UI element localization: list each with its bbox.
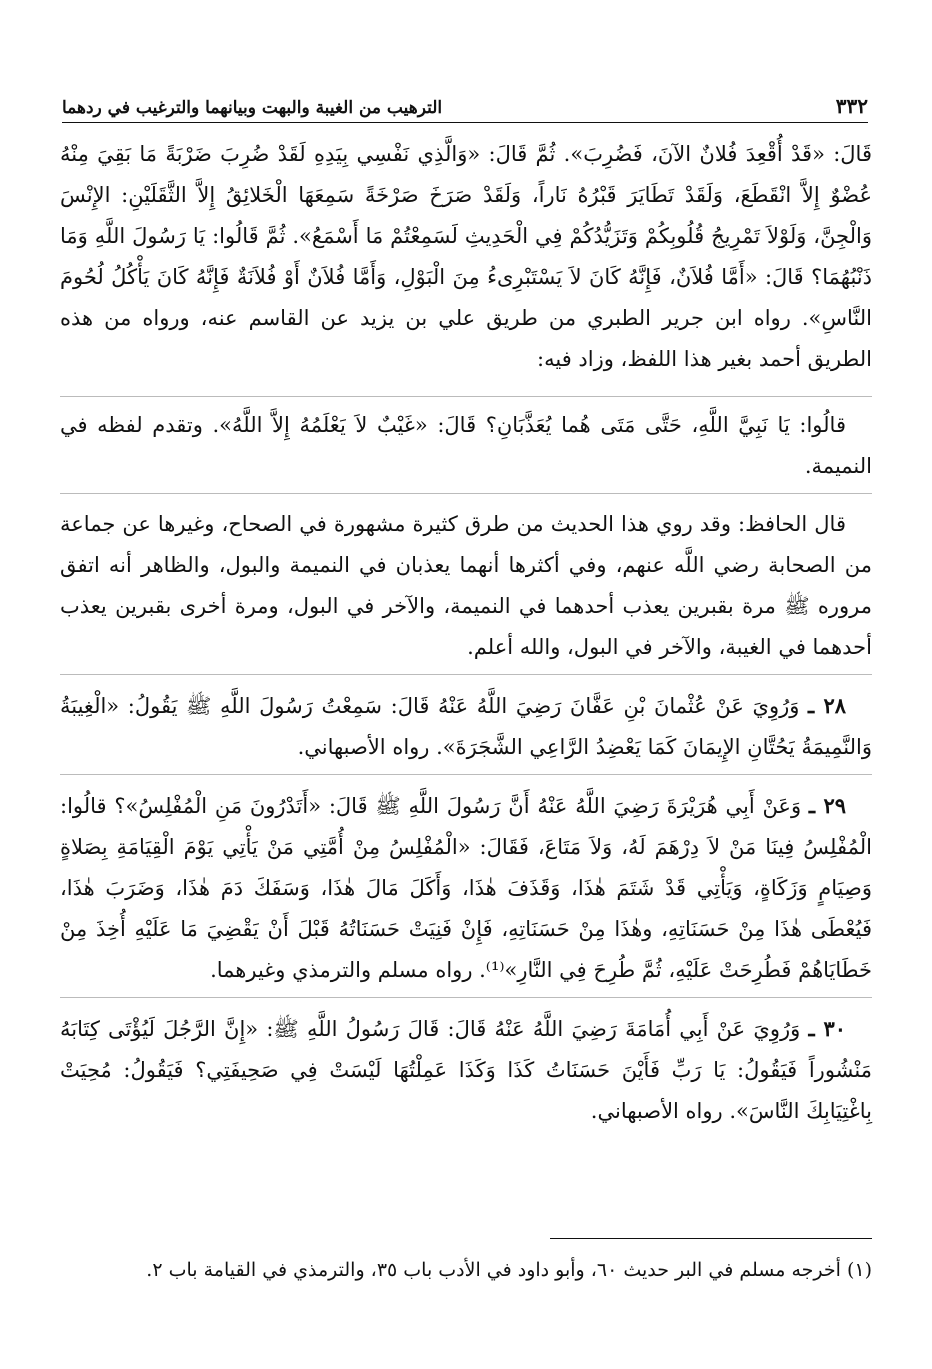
footnotes xyxy=(60,1250,872,1290)
paragraph-text: قَالَ: «قَدْ أُقْعِدَ فُلانٌ الآنَ، فَضُرِبَ». ثُمَّ قَالَ: «وَالَّذِي نَفْسِي بِيَدِهِ لَقَدْ ضُرِبَ ضَرْبَةً مَا بَقِيَ مِنْهُ عُضْوٌ إِلاَّ انْقَطَعَ، وَلَقَدْ تَطَايَرَ قَبْرُهُ نَاراً، وَلَقَدْ صَرَخَ صَرْخَةً سَمِعَهَا الْخَلائِقُ إِلاَّ الثَّقَلَيْنِ: الإِنْسَ وَالْجِنَّ، وَلَوْلاَ تَمْرِيجُ قُلُوبِكُمْ وَتَزَيُّدُكُمْ فِي الْحَدِيثِ لَسَمِعْتُمْ مَا أَسْمَعُ». ثُمَّ قَالُوا: يَا رَسُولَ اللَّهِ وَمَا ذَنْبُهُمَا؟ قَالَ: «أَمَّا فُلاَنٌ، فَإِنَّهُ كَانَ لاَ يَسْتَبْرِىءُ مِنَ الْبَوْلِ، وَأَمَّا فُلاَنٌ أَوْ فُلاَنَةٌ فَإِنَّهُ كَانَ يَأْكُلُ لُحُومَ النَّاسِ». رواه ابن جرير الطبري من طريق علي بن يزيد عن القاسم عنه، ورواه من هذه الطريق أحمد بغير هذا اللفظ، وزاد فيه: xyxy=(60,142,872,371)
paragraph-continuation xyxy=(60,134,872,386)
paragraph-text: قال الحافظ: وقد روي هذا الحديث من طرق كثيرة مشهورة في الصحاح، وغيرها عن جماعة من الصحابة رضي اللَّه عنهم، وفي أكثرها أنهما يعذبان في النميمة والبول، والظاهر أنه اتفق مروره ﷺ مرة بقبرين يعذب أحدهما في النميمة، والآخر في البول، ومرة أخرى بقبرين يعذب أحدهما في الغيبة، والآخر في البول، والله أعلم. xyxy=(60,512,872,659)
hadith-text: وَعَنْ أَبِي هُرَيْرَةَ رَضِيَ اللَّهُ عَنْهُ أَنَّ رَسُولَ اللَّهِ ﷺ قَالَ: «أَتَدْرُونَ مَنِ الْمُفْلِسُ»؟ قالُوا: الْمُفْلِسُ فِينَا مَنْ لاَ دِرْهَمَ لَهُ، وَلاَ مَتَاعَ، فَقَالَ: «الْمُفْلِسُ مِنْ أُمَّتِي مَنْ يَأْتِي يَوْمَ الْقِيَامَةِ بِصَلاةٍ وَصِيَامٍ وَزَكَاةٍ، وَيَأْتِي قَدْ شَتَمَ هٰذَا، وَقَذَفَ هٰذَا، وَأَكَلَ مَالَ هٰذَا، وَسَفَكَ دَمَ هٰذَا، وَضَرَبَ هٰذَا، فَيُعْطَى هٰذَا مِنْ حَسَنَاتِهِ، وهٰذَا مِنْ حَسَنَاتِهِ، فَإِنْ فَنِيَتْ حَسَنَاتُهُ قَبْلَ أَنْ يَقْضِيَ مَا عَلَيْهِ أُخِذَ مِنْ خَطَايَاهُمْ فَطُرِحَتْ عَلَيْهِ، ثُمَّ طُرِحَ فِي النَّارِ»⁽¹⁾. رواه مسلم والترمذي وغيرهما. xyxy=(60,794,872,982)
page-header xyxy=(62,86,868,123)
hadith-28 xyxy=(60,685,872,775)
paragraph-addition xyxy=(60,396,872,494)
footnote-separator xyxy=(550,1238,872,1239)
hadith-number: ٢٨ ـ xyxy=(808,693,846,718)
hadith-number: ٣٠ ـ xyxy=(808,1016,846,1041)
footnote-item xyxy=(60,1250,872,1290)
main-text xyxy=(60,134,872,1148)
hadith-text: وَرُوِيَ عَنْ أَبِي أُمَامَةَ رَضِيَ اللَّهُ عَنْهُ قَالَ: قَالَ رَسُولُ اللَّهِ ﷺ: «إِنَّ الرَّجُلَ لَيُؤْتَى كِتَابَهُ مَنْشُوراً فَيَقُولُ: يَا رَبِّ فَأَيْنَ حَسَنَاتُ كَذَا وَكَذَا عَمِلْتُهَا لَيْسَتْ فِي صَحِيفَتِي؟ فَيَقُولُ: مُحِيَتْ بِاغْتِيَابِكَ النَّاسَ». رواه الأصبهاني. xyxy=(60,1017,872,1123)
hadith-number: ٢٩ ـ xyxy=(808,793,846,818)
page-number: ٣٣٢ xyxy=(835,94,868,118)
footnote-marker: (١) xyxy=(846,1259,872,1281)
footnote-text: أخرجه مسلم في البر حديث ٦٠، وأبو داود في الأدب باب ٣٥، والترمذي في القيامة باب ٢. xyxy=(146,1259,841,1281)
paragraph-text: قالُوا: يَا نَبِيَّ اللَّهِ، حَتَّى مَتَى هُما يُعَذَّبَانِ؟ قَالَ: «غَيْبٌ لاَ يَعْلَمُهُ إِلاَّ اللَّهُ». وتقدم لفظه في النميمة. xyxy=(60,413,872,478)
paragraph-hafiz-note xyxy=(60,504,872,675)
hadith-30 xyxy=(60,1008,872,1138)
hadith-text: وَرُوِيَ عَنْ عُثْمانَ بْنِ عَفَّانَ رَضِيَ اللَّهُ عَنْهُ قَالَ: سَمِعْتُ رَسُولَ اللَّهِ ﷺ يَقُولُ: «الْغِيبَةُ وَالنَّمِيمَةُ يَحُتَّانِ الإِيمَانَ كَمَا يَعْضِدُ الرَّاعِي الشَّجَرَةَ». رواه الأصبهاني. xyxy=(60,694,872,759)
hadith-29 xyxy=(60,785,872,998)
running-title: الترهيب من الغيبة والبهت وبيانهما والترغيب في ردهما xyxy=(62,98,443,118)
